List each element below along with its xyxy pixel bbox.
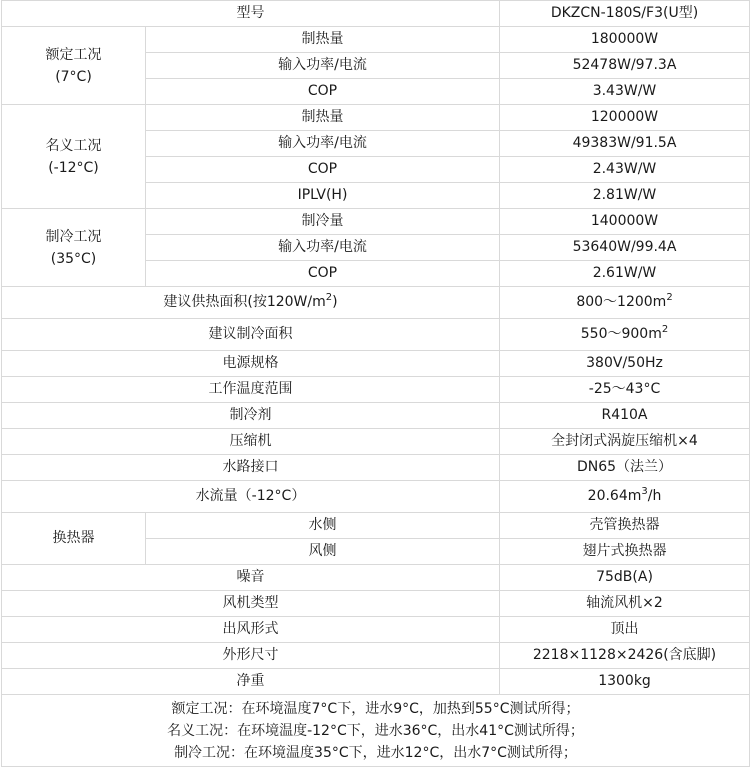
row-label: 制热量 [146,105,500,131]
row-value: 3.43W/W [500,79,750,105]
row-value: R410A [500,403,750,429]
group-nominal [2,105,146,209]
row-label: COP [146,79,500,105]
table-row [2,403,750,429]
row-label: 净重 [2,669,500,695]
row-label: 制冷量 [146,209,500,235]
row-label: 出风形式 [2,617,500,643]
group-name: 额定工况 [45,46,102,63]
row-label: IPLV(H) [146,183,500,209]
row-value: 140000W [500,209,750,235]
table-row [2,287,750,319]
row-value: 全封闭式涡旋压缩机×4 [500,429,750,455]
spec-table [1,0,750,767]
row-value: 120000W [500,105,750,131]
row-label: 噪音 [2,565,500,591]
row-value: 翅片式换热器 [500,539,750,565]
row-label: 工作温度范围 [2,377,500,403]
group-condition: (35°C) [50,250,97,267]
table-row [2,565,750,591]
row-value: 顶出 [500,617,750,643]
group-name: 制冷工况 [45,228,102,245]
row-label: 外形尺寸 [2,643,500,669]
group-condition: (7°C) [55,68,92,85]
row-label: 制热量 [146,27,500,53]
row-label: 建议供热面积(按$120W/m^2$) [2,287,500,319]
row-label: 输入功率/电流 [146,131,500,157]
row-label: 压缩机 [2,429,500,455]
table-row [2,351,750,377]
row-label: 水侧 [146,513,500,539]
row-value: 2218×1128×2426(含底脚) [500,643,750,669]
table-row [2,643,750,669]
model-value: DKZCN-180S/F3(U型) [500,1,750,27]
row-label: 电源规格 [2,351,500,377]
row-value: 壳管换热器 [500,513,750,539]
table-row [2,669,750,695]
row-label: 水路接口 [2,455,500,481]
group-name: 名义工况 [45,137,102,154]
model-label: 型号 [2,1,500,27]
table-row [2,617,750,643]
row-value: 2.81W/W [500,183,750,209]
note-line: 制冷工况：在环境温度35°C下，进水12°C，出水7°C测试所得； [174,744,577,761]
row-value: $800\sim 1200m^2$ [500,287,750,319]
table-row [2,377,750,403]
row-label: 输入功率/电流 [146,53,500,79]
table-row [2,1,750,27]
row-label: 建议制冷面积 [2,319,500,351]
row-value: 2.43W/W [500,157,750,183]
row-value: 75dB(A) [500,565,750,591]
table-row [2,455,750,481]
table-row [2,429,750,455]
row-label: 水流量（-12°C） [2,481,500,513]
note-line: 名义工况：在环境温度-12°C下，进水36°C，出水41°C测试所得； [167,722,584,739]
test-conditions-note [2,695,750,767]
row-label: 风侧 [146,539,500,565]
table-row [2,481,750,513]
table-row [2,27,750,53]
row-value: 52478W/97.3A [500,53,750,79]
row-label: 风机类型 [2,591,500,617]
row-value: 49383W/91.5A [500,131,750,157]
row-value: -25～43°C [500,377,750,403]
row-value: 380V/50Hz [500,351,750,377]
row-label: 制冷剂 [2,403,500,429]
table-row [2,209,750,235]
row-value: $550\sim 900m^2$ [500,319,750,351]
row-value: $20.64m^3/h$ [500,481,750,513]
row-value: 轴流风机×2 [500,591,750,617]
table-row [2,105,750,131]
row-value: 180000W [500,27,750,53]
notes-row [2,695,750,767]
row-value: 2.61W/W [500,261,750,287]
row-value: DN65（法兰） [500,455,750,481]
row-value: 1300kg [500,669,750,695]
table-row [2,319,750,351]
group-condition: (-12°C) [48,159,99,176]
table-row [2,591,750,617]
row-label: COP [146,157,500,183]
table-row [2,513,750,539]
note-line: 额定工况：在环境温度7°C下，进水9°C，加热到55°C测试所得； [171,700,580,717]
group-cooling [2,209,146,287]
group-rated [2,27,146,105]
group-exchanger: 换热器 [2,513,146,565]
row-label: 输入功率/电流 [146,235,500,261]
row-label: COP [146,261,500,287]
row-value: 53640W/99.4A [500,235,750,261]
